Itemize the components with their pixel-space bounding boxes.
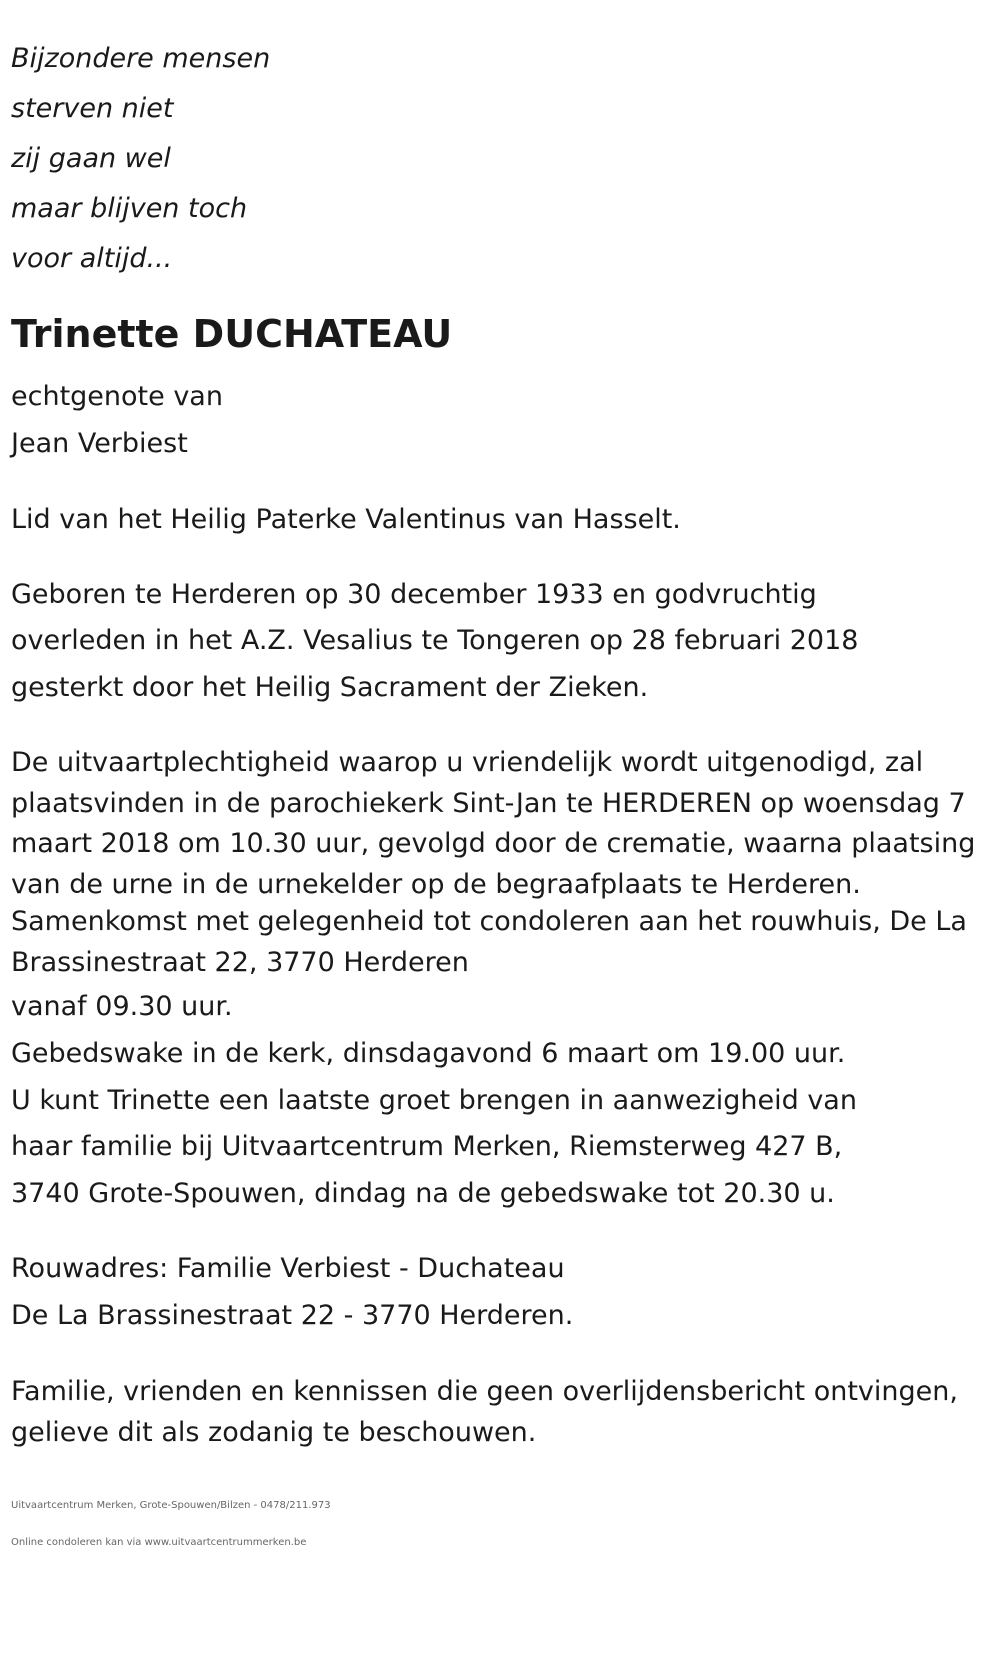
poem-line: zij gaan wel <box>11 143 171 174</box>
deceased-name: Trinette DUCHATEAU <box>11 312 453 356</box>
poem <box>11 34 270 284</box>
footer-funeral-home: Uitvaartcentrum Merken, Grote-Spouwen/Bilzen - 0478/211.973 <box>11 1500 331 1511</box>
birth-death-line: overleden in het A.Z. Vesalius te Tongeren op 28 februari 2018 <box>11 625 859 656</box>
gathering-paragraph: Samenkomst met gelegenheid tot condoleren aan het rouwhuis, De La Brassinestraat 22, 3770 Herderen <box>11 906 967 978</box>
poem-line: voor altijd... <box>11 243 173 274</box>
mourning-address-line: Rouwadres: Familie Verbiest - Duchateau <box>11 1253 565 1284</box>
spouse-label: echtgenote van <box>11 381 223 412</box>
membership: Lid van het Heilig Paterke Valentinus van Hasselt. <box>11 504 681 535</box>
footer-online-condolences: Online condoleren kan via www.uitvaartcentrummerken.be <box>11 1537 307 1548</box>
ceremony-paragraph: De uitvaartplechtigheid waarop u vriendelijk wordt uitgenodigd, zal plaatsvinden in de parochiekerk Sint-Jan te HERDEREN op woensdag 7 maart 2018 om 10.30 uur, gevolgd door de crematie, waarna plaatsing van de urne in de urnekelder op de begraafplaats te Herderen. <box>11 747 976 900</box>
mourning-address-line: De La Brassinestraat 22 - 3770 Herderen. <box>11 1300 574 1331</box>
wake: Gebedswake in de kerk, dinsdagavond 6 maart om 19.00 uur. <box>11 1038 846 1069</box>
poem-line: sterven niet <box>11 93 174 124</box>
spouse-name: Jean Verbiest <box>11 428 188 459</box>
farewell-line: haar familie bij Uitvaartcentrum Merken, Riemsterweg 427 B, <box>11 1131 843 1162</box>
poem-line: maar blijven toch <box>11 193 248 224</box>
poem-line: Bijzondere mensen <box>11 43 271 74</box>
closing-paragraph: Familie, vrienden en kennissen die geen overlijdensbericht ontvingen, gelieve dit als zodanig te beschouwen. <box>11 1376 958 1448</box>
farewell-line: 3740 Grote-Spouwen, dindag na de gebedswake tot 20.30 u. <box>11 1178 835 1209</box>
farewell-line: U kunt Trinette een laatste groet brengen in aanwezigheid van <box>11 1085 857 1116</box>
gathering-time: vanaf 09.30 uur. <box>11 991 233 1022</box>
birth-death-line: gesterkt door het Heilig Sacrament der Zieken. <box>11 672 649 703</box>
birth-death-line: Geboren te Herderen op 30 december 1933 en godvruchtig <box>11 579 817 610</box>
